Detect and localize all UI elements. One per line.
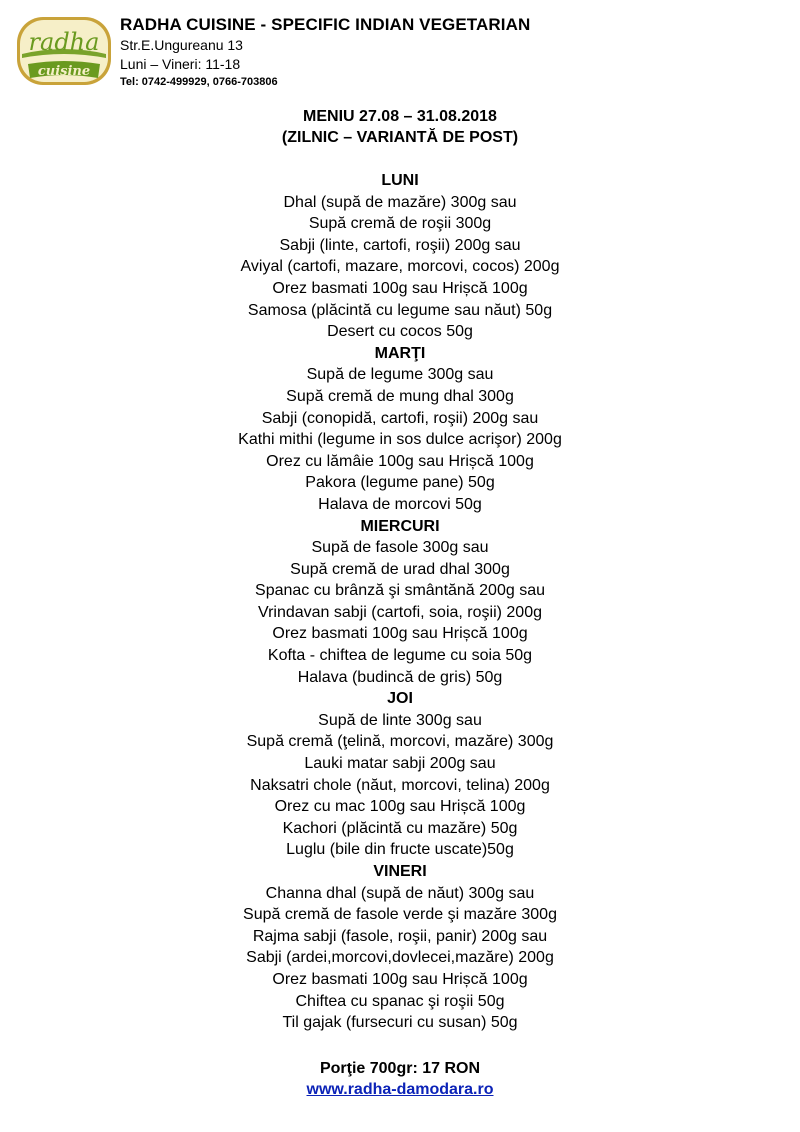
menu-item: Orez cu lămâie 100g sau Hrișcă 100g	[266, 452, 534, 470]
menu-item: Supă de fasole 300g sau	[311, 539, 489, 557]
day-section	[0, 170, 800, 343]
menu-item: Supă de linte 300g sau	[318, 711, 482, 729]
day-section	[0, 861, 800, 1034]
radha-cuisine-logo	[14, 14, 114, 88]
menu-footer	[0, 1058, 800, 1100]
menu-item: Halava de morcovi 50g	[318, 495, 482, 513]
day-name: JOI	[387, 690, 413, 708]
day-section	[0, 688, 800, 861]
day-section	[0, 343, 800, 516]
day-name: MARŢI	[374, 344, 426, 362]
day-name: VINERI	[373, 863, 427, 880]
menu-item: Rajma sabji (fasole, roşii, panir) 200g sau	[252, 927, 548, 945]
menu-item: Supă cremă de mung dhal 300g	[286, 387, 514, 405]
menu-item: Halava (budincă de gris) 50g	[297, 668, 503, 686]
menu-item: Channa dhal (supă de năut) 300g sau	[265, 884, 535, 902]
day-section	[0, 516, 800, 689]
menu-item: Orez basmati 100g sau Hrișcă 100g	[272, 279, 528, 297]
menu-item: Orez basmati 100g sau Hrișcă 100g	[272, 625, 528, 643]
menu-item: Samosa (plăcintă cu legume sau năut) 50g	[247, 301, 553, 319]
menu-item: Kathi mithi (legume in sos dulce acrişor) 200g	[238, 431, 562, 449]
menu-subtitle: (ZILNIC – VARIANTĂ DE POST)	[281, 129, 519, 146]
menu-item: Supă cremă de roşii 300g	[308, 215, 492, 233]
menu-item: Sabji (linte, cartofi, roşii) 200g sau	[279, 236, 521, 254]
menu-title: MENIU 27.08 – 31.08.2018	[303, 108, 497, 125]
menu-item: Dhal (supă de mazăre) 300g sau	[283, 193, 517, 211]
menu-item: Desert cu cocos 50g	[327, 323, 473, 341]
phone-numbers: Tel: 0742-499929, 0766-703806	[120, 76, 278, 88]
menu-item: Supă de legume 300g sau	[306, 366, 494, 384]
menu-item: Kachori (plăcintă cu mazăre) 50g	[282, 819, 518, 837]
menu-item: Luglu (bile din fructe uscate)50g	[286, 841, 514, 859]
menu-item: Til gajak (fursecuri cu susan) 50g	[282, 1014, 518, 1032]
menu-item: Chiftea cu spanac şi roşii 50g	[295, 992, 505, 1010]
menu-item: Sabji (conopidă, cartofi, roşii) 200g sau	[261, 409, 539, 427]
menu-item: Vrindavan sabji (cartofi, soia, roşii) 200g	[258, 603, 542, 621]
menu-item: Kofta - chiftea de legume cu soia 50g	[267, 647, 533, 665]
portion-price: Porţie 700gr: 17 RON	[319, 1060, 481, 1077]
menu-item: Spanac cu brânză şi smântănă 200g sau	[255, 582, 545, 600]
menu-item: Supă cremă (ţelină, morcovi, mazăre) 300g	[246, 733, 554, 751]
menu-item: Supă cremă de urad dhal 300g	[290, 560, 510, 578]
logo-bottom-text: cuisine	[37, 64, 91, 79]
logo-top-text: radha	[28, 28, 100, 56]
website-link[interactable]: www.radha-damodara.ro	[306, 1081, 494, 1098]
opening-hours: Luni – Vineri: 11-18	[120, 56, 241, 72]
menu-item: Orez cu mac 100g sau Hrișcă 100g	[274, 798, 526, 816]
restaurant-header	[120, 14, 530, 91]
menu-item: Pakora (legume pane) 50g	[305, 474, 495, 492]
menu-item: Aviyal (cartofi, mazare, morcovi, cocos) 200g	[240, 258, 560, 276]
restaurant-name: RADHA CUISINE - SPECIFIC INDIAN VEGETARIAN	[120, 15, 531, 34]
day-name: MIERCURI	[360, 517, 440, 535]
menu-item: Lauki matar sabji 200g sau	[304, 755, 496, 773]
menu-item: Orez basmati 100g sau Hrișcă 100g	[272, 970, 528, 988]
restaurant-address: Str.E.Ungureanu 13	[120, 37, 243, 53]
menu-item: Supă cremă de fasole verde şi mazăre 300g	[243, 906, 557, 924]
menu-title-block	[0, 106, 800, 148]
weekly-menu	[0, 170, 800, 1034]
menu-item: Naksatri chole (năut, morcovi, telina) 200g	[250, 776, 550, 794]
day-name: LUNI	[381, 172, 419, 189]
menu-item: Sabji (ardei,morcovi,dovlecei,mazăre) 200g	[246, 949, 554, 967]
